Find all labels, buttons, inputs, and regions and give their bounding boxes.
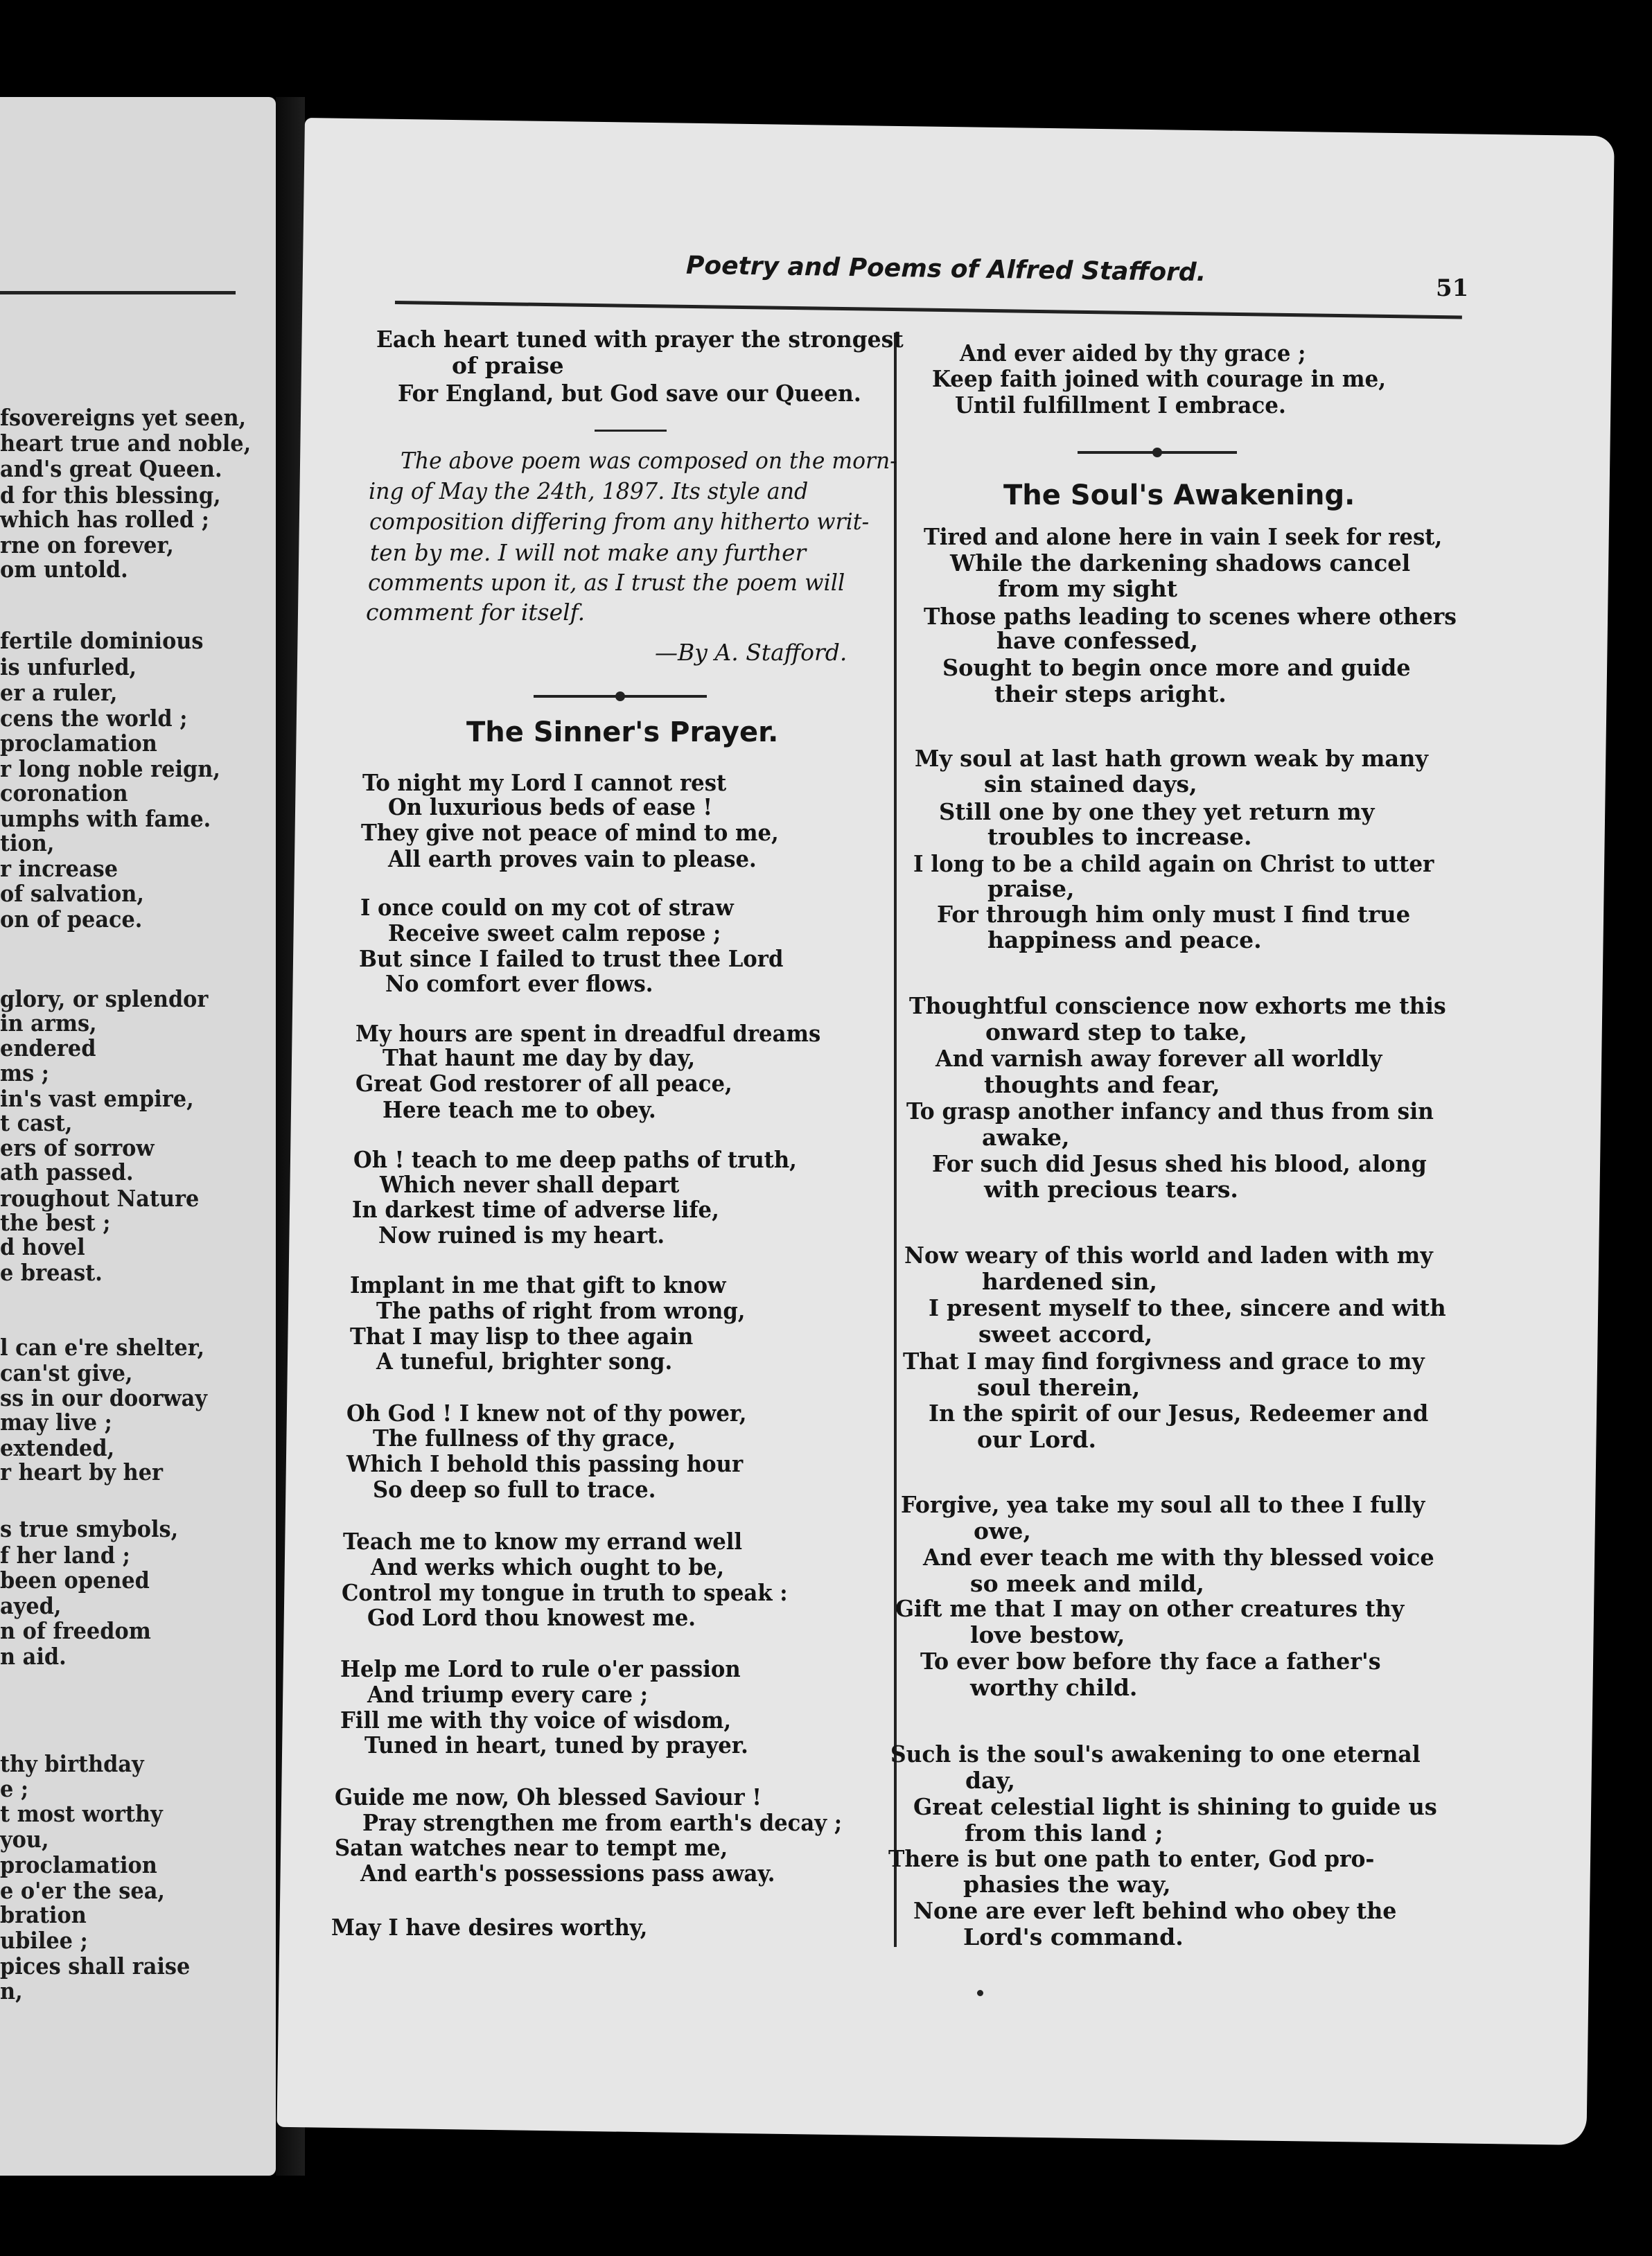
- previous-page-fragment: n,: [0, 1977, 23, 2004]
- poem-line: Which I behold this passing hour: [346, 1450, 744, 1477]
- poem-line: Forgive, yea take my soul all to thee I fully: [901, 1491, 1425, 1518]
- poem-line: Oh ! teach to me deep paths of truth,: [353, 1146, 797, 1173]
- column-divider: [894, 333, 897, 1947]
- author-note-line: The above poem was composed on the morn-: [401, 447, 897, 474]
- running-header-title: Poetry and Poems of Alfred Stafford.: [685, 251, 1206, 288]
- poem-line: Such is the soul's awakening to one eternal: [890, 1741, 1421, 1768]
- previous-page-fragment: tion,: [0, 829, 55, 856]
- poem-line: phasies the way,: [963, 1871, 1171, 1898]
- poem-line: worthy child.: [970, 1674, 1138, 1701]
- poem-line: Receive sweet calm repose ;: [388, 919, 721, 946]
- poem-line: Keep faith joined with courage in me,: [932, 365, 1387, 392]
- previous-page-fragment: om untold.: [0, 556, 128, 583]
- previous-page-fragment: umphs with fame.: [0, 805, 211, 832]
- previous-page-fragment: heart true and noble,: [0, 430, 252, 457]
- poem-line: So deep so full to trace.: [373, 1476, 656, 1503]
- previous-page-fragment: fsovereigns yet seen,: [0, 404, 247, 431]
- previous-page-fragment: of salvation,: [0, 880, 144, 907]
- previous-page-fragment: the best ;: [0, 1209, 111, 1236]
- page-speck: [977, 1990, 983, 1996]
- author-note-line: ing of May the 24th, 1897. Its style and: [369, 477, 809, 504]
- poem-line: praise,: [987, 875, 1075, 902]
- poem-line: They give not peace of mind to me,: [361, 819, 779, 846]
- previous-page-fragment: thy birthday: [0, 1750, 144, 1777]
- poem-line: from this land ;: [965, 1819, 1163, 1847]
- previous-page-fragment: d hovel: [0, 1233, 85, 1260]
- poem-line: Which never shall depart: [380, 1171, 680, 1198]
- poem-line: with precious tears.: [984, 1176, 1238, 1203]
- previous-page-fragment: bration: [0, 1901, 87, 1928]
- poem-line: owe,: [974, 1517, 1031, 1544]
- previous-page-fragment: e ;: [0, 1775, 29, 1802]
- poem-line: sweet accord,: [978, 1321, 1153, 1348]
- poem-line: Those paths leading to scenes where others: [924, 603, 1457, 630]
- poem-line: A tuneful, brighter song.: [376, 1348, 673, 1375]
- previous-page-fragment: r increase: [0, 855, 118, 882]
- poem-line: But since I failed to trust thee Lord: [359, 945, 784, 972]
- previous-page-fragment: which has rolled ;: [0, 506, 209, 533]
- previous-page-fragment: in arms,: [0, 1010, 97, 1037]
- poem-line: My soul at last hath grown weak by many: [915, 745, 1429, 772]
- previous-page-fragment: er a ruler,: [0, 679, 118, 706]
- previous-page-fragment: ubilee ;: [0, 1927, 88, 1954]
- poem-line: And ever aided by thy grace ;: [960, 340, 1306, 367]
- poem-line: have confessed,: [996, 627, 1199, 654]
- poem-line: onward step to take,: [985, 1019, 1247, 1046]
- previous-page-fragment: may live ;: [0, 1409, 112, 1436]
- previous-page-fragment: ms ;: [0, 1059, 49, 1086]
- poem-line: Oh God ! I knew not of thy power,: [346, 1400, 747, 1427]
- poem-line: For through him only must I find true: [937, 901, 1411, 928]
- poem-line: Teach me to know my errand well: [343, 1528, 743, 1555]
- poem-line: Tuned in heart, tuned by prayer.: [364, 1731, 748, 1759]
- previous-page-fragment: n of freedom: [0, 1617, 151, 1644]
- poem-line: To ever bow before thy face a father's: [920, 1648, 1381, 1675]
- poem-line: Each heart tuned with prayer the strongest: [376, 326, 904, 353]
- previous-page-fragment: fertile dominious: [0, 627, 204, 654]
- poem-line: Gift me that I may on other creatures thy: [895, 1595, 1405, 1622]
- poem-line: None are ever left behind who obey the: [913, 1897, 1397, 1924]
- previous-page-fragment: roughout Nature: [0, 1185, 200, 1212]
- author-note-line: ten by me. I will not make any further: [370, 539, 807, 566]
- previous-page-fragment: you,: [0, 1826, 49, 1853]
- poem-line: That haunt me day by day,: [383, 1044, 696, 1071]
- poem-line: That I may find forgivness and grace to my: [903, 1348, 1425, 1375]
- author-note-line: composition differing from any hitherto writ-: [369, 508, 870, 535]
- poem-line: And triump every care ;: [367, 1681, 649, 1708]
- poem-line: Fill me with thy voice of wisdom,: [340, 1707, 732, 1734]
- poem-separator-ornament: [534, 695, 707, 698]
- previous-page-fragment: s true smybols,: [0, 1515, 179, 1542]
- note-separator: [595, 430, 667, 432]
- poem-line: And earth's possessions pass away.: [360, 1860, 775, 1887]
- poem-line: While the darkening shadows cancel: [950, 549, 1411, 576]
- poem-line: so meek and mild,: [970, 1570, 1204, 1597]
- previous-page-fragment: rne on forever,: [0, 531, 174, 558]
- poem-line: of praise: [452, 352, 564, 379]
- previous-page-header-rule: [0, 291, 236, 294]
- poem-line: There is but one path to enter, God pro-: [888, 1845, 1375, 1872]
- poem-line: day,: [965, 1767, 1015, 1794]
- previous-page-fragment: l can e're shelter,: [0, 1334, 205, 1361]
- poem-line: Satan watches near to tempt me,: [335, 1834, 728, 1861]
- poem-line: May I have desires worthy,: [331, 1914, 648, 1941]
- poem-line: troubles to increase.: [987, 823, 1252, 850]
- poem-line: Now ruined is my heart.: [378, 1222, 665, 1249]
- poem-line: And werks which ought to be,: [371, 1553, 725, 1580]
- poem-line: their steps aright.: [994, 680, 1227, 707]
- previous-page-fragment: t most worthy: [0, 1800, 163, 1827]
- poem-line: Guide me now, Oh blessed Saviour !: [335, 1783, 762, 1810]
- poem-line: The fullness of thy grace,: [373, 1425, 676, 1452]
- poem-line: thoughts and fear,: [984, 1071, 1220, 1098]
- previous-page-fragment: e o'er the sea,: [0, 1877, 165, 1904]
- previous-page-fragment: glory, or splendor: [0, 985, 209, 1012]
- previous-page-fragment: and's great Queen.: [0, 455, 222, 482]
- poem-line: In the spirit of our Jesus, Redeemer and: [929, 1400, 1429, 1427]
- sinners-prayer-title: The Sinner's Prayer.: [466, 716, 779, 748]
- previous-page-fragment: on of peace.: [0, 906, 143, 933]
- poem-line: God Lord thou knowest me.: [367, 1604, 696, 1631]
- previous-page-fragment: in's vast empire,: [0, 1085, 194, 1112]
- poem-line: Help me Lord to rule o'er passion: [340, 1655, 741, 1682]
- poem-line: love bestow,: [970, 1621, 1125, 1648]
- poem-line: For such did Jesus shed his blood, along: [932, 1150, 1427, 1177]
- poem-line: from my sight: [998, 575, 1178, 602]
- poem-line: And varnish away forever all worldly: [935, 1045, 1382, 1072]
- poem-line: I present myself to thee, sincere and with: [929, 1294, 1446, 1321]
- previous-page-fragment: is unfurled,: [0, 653, 137, 680]
- previous-page-fragment: f her land ;: [0, 1542, 130, 1569]
- previous-page: [0, 97, 276, 2176]
- previous-page-fragment: been opened: [0, 1567, 150, 1594]
- previous-page-fragment: proclamation: [0, 730, 157, 757]
- poem-line: The paths of right from wrong,: [376, 1297, 746, 1324]
- previous-page-fragment: endered: [0, 1034, 96, 1061]
- poem-line: Thoughtful conscience now exhorts me this: [909, 992, 1446, 1019]
- poem-line: hardened sin,: [982, 1268, 1157, 1295]
- previous-page-fragment: r heart by her: [0, 1459, 164, 1486]
- poem-line: Implant in me that gift to know: [350, 1271, 726, 1298]
- poem-line: soul therein,: [977, 1374, 1141, 1401]
- previous-page-fragment: r long noble reign,: [0, 755, 220, 782]
- previous-page-fragment: pices shall raise: [0, 1953, 191, 1980]
- poem-line: To night my Lord I cannot rest: [362, 769, 727, 796]
- poem-line: Pray strengthen me from earth's decay ;: [362, 1809, 843, 1836]
- previous-page-fragment: extended,: [0, 1434, 115, 1461]
- poem-line: Lord's command.: [963, 1923, 1184, 1950]
- poem-line: Now weary of this world and laden with my: [904, 1242, 1433, 1269]
- previous-page-fragment: e breast.: [0, 1259, 103, 1286]
- poem-line: That I may lisp to thee again: [350, 1323, 694, 1350]
- author-signature: —By A. Stafford.: [655, 639, 847, 666]
- previous-page-fragment: coronation: [0, 779, 128, 807]
- author-note-line: comments upon it, as I trust the poem will: [368, 569, 845, 596]
- poem-line: our Lord.: [977, 1426, 1097, 1453]
- previous-page-fragment: proclamation: [0, 1851, 157, 1878]
- previous-page-fragment: d for this blessing,: [0, 482, 221, 509]
- poem-line: Control my tongue in truth to speak :: [342, 1579, 788, 1606]
- poem-line: On luxurious beds of ease !: [388, 793, 713, 820]
- previous-page-fragment: ayed,: [0, 1592, 62, 1619]
- poem-separator-ornament: [1078, 451, 1237, 454]
- poem-line: awake,: [982, 1124, 1070, 1151]
- previous-page-fragment: n aid.: [0, 1643, 67, 1670]
- previous-page-fragment: ss in our doorway: [0, 1384, 207, 1411]
- poem-line: And ever teach me with thy blessed voice: [923, 1544, 1434, 1571]
- poem-line: I long to be a child again on Christ to utter: [913, 850, 1434, 877]
- poem-line: Until fulfillment I embrace.: [955, 391, 1286, 418]
- poem-line: Tired and alone here in vain I seek for rest,: [924, 523, 1443, 550]
- poem-line: sin stained days,: [984, 770, 1197, 797]
- poem-line: My hours are spent in dreadful dreams: [355, 1020, 821, 1047]
- poem-line: To grasp another infancy and thus from sin: [906, 1098, 1434, 1125]
- poem-line: In darkest time of adverse life,: [352, 1196, 719, 1223]
- previous-page-fragment: ers of sorrow: [0, 1134, 155, 1161]
- previous-page-fragment: ath passed.: [0, 1158, 134, 1186]
- poem-line: All earth proves vain to please.: [388, 845, 757, 872]
- page-number: 51: [1436, 274, 1469, 302]
- poem-line: No comfort ever flows.: [385, 970, 653, 997]
- poem-line: Here teach me to obey.: [383, 1096, 656, 1123]
- poem-line: I once could on my cot of straw: [360, 894, 734, 921]
- previous-page-fragment: cens the world ;: [0, 705, 188, 732]
- souls-awakening-title: The Soul's Awakening.: [1003, 479, 1355, 511]
- poem-line: Great celestial light is shining to guide us: [913, 1793, 1437, 1820]
- poem-line: happiness and peace.: [987, 926, 1262, 953]
- previous-page-fragment: can'st give,: [0, 1359, 133, 1386]
- poem-line: Sought to begin once more and guide: [942, 654, 1411, 681]
- poem-line: For England, but God save our Queen.: [398, 380, 861, 407]
- previous-page-fragment: t cast,: [0, 1109, 73, 1136]
- author-note-line: comment for itself.: [366, 599, 586, 626]
- poem-line: Still one by one they yet return my: [939, 798, 1375, 825]
- poem-line: Great God restorer of all peace,: [355, 1070, 732, 1097]
